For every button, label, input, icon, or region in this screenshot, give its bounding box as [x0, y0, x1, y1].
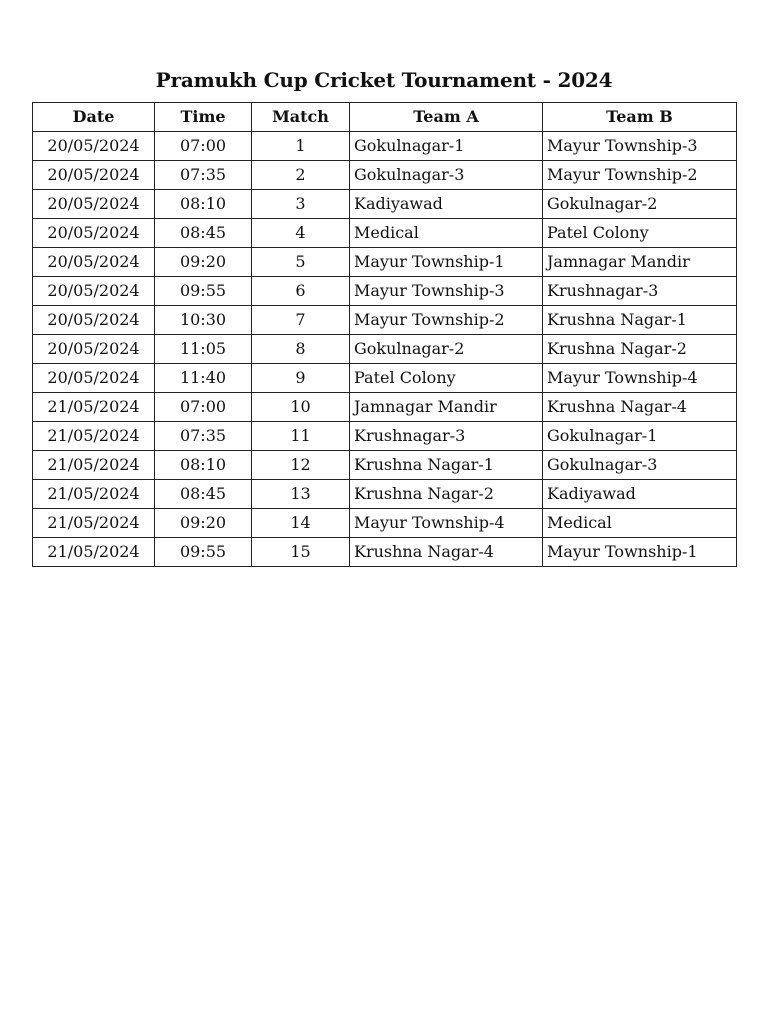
cell-team-b: Mayur Township-3 — [543, 132, 737, 161]
cell-time: 07:35 — [155, 161, 252, 190]
cell-team-b: Mayur Township-2 — [543, 161, 737, 190]
cell-date: 20/05/2024 — [33, 132, 155, 161]
table-row — [33, 480, 737, 509]
cell-date: 21/05/2024 — [33, 451, 155, 480]
table-row — [33, 132, 737, 161]
cell-team-a: Krushnagar-3 — [350, 422, 543, 451]
schedule-table — [32, 102, 737, 567]
cell-team-b: Mayur Township-4 — [543, 364, 737, 393]
column-header-match: Match — [252, 103, 350, 132]
column-header-team-a: Team A — [350, 103, 543, 132]
cell-team-b: Krushna Nagar-1 — [543, 306, 737, 335]
cell-team-b: Krushna Nagar-2 — [543, 335, 737, 364]
cell-date: 20/05/2024 — [33, 219, 155, 248]
table-row — [33, 306, 737, 335]
cell-team-b: Medical — [543, 509, 737, 538]
cell-match: 2 — [252, 161, 350, 190]
cell-date: 20/05/2024 — [33, 190, 155, 219]
cell-time: 08:10 — [155, 451, 252, 480]
cell-team-b: Jamnagar Mandir — [543, 248, 737, 277]
cell-match: 14 — [252, 509, 350, 538]
cell-date: 21/05/2024 — [33, 393, 155, 422]
cell-date: 20/05/2024 — [33, 306, 155, 335]
cell-team-b: Gokulnagar-2 — [543, 190, 737, 219]
cell-time: 09:55 — [155, 538, 252, 567]
cell-match: 4 — [252, 219, 350, 248]
cell-team-b: Patel Colony — [543, 219, 737, 248]
cell-date: 21/05/2024 — [33, 538, 155, 567]
cell-team-a: Krushna Nagar-1 — [350, 451, 543, 480]
table-row — [33, 509, 737, 538]
cell-time: 10:30 — [155, 306, 252, 335]
cell-time: 09:20 — [155, 248, 252, 277]
cell-date: 20/05/2024 — [33, 248, 155, 277]
cell-team-a: Medical — [350, 219, 543, 248]
cell-team-a: Jamnagar Mandir — [350, 393, 543, 422]
cell-team-a: Krushna Nagar-2 — [350, 480, 543, 509]
cell-time: 07:35 — [155, 422, 252, 451]
cell-date: 21/05/2024 — [33, 422, 155, 451]
cell-team-a: Gokulnagar-1 — [350, 132, 543, 161]
column-header-time: Time — [155, 103, 252, 132]
page-title: Pramukh Cup Cricket Tournament - 2024 — [155, 68, 613, 92]
cell-team-a: Patel Colony — [350, 364, 543, 393]
cell-date: 20/05/2024 — [33, 335, 155, 364]
cell-time: 08:45 — [155, 480, 252, 509]
cell-match: 12 — [252, 451, 350, 480]
table-body — [33, 132, 737, 567]
cell-team-a: Kadiyawad — [350, 190, 543, 219]
cell-team-a: Mayur Township-4 — [350, 509, 543, 538]
cell-time: 09:55 — [155, 277, 252, 306]
cell-match: 6 — [252, 277, 350, 306]
cell-match: 5 — [252, 248, 350, 277]
cell-team-b: Mayur Township-1 — [543, 538, 737, 567]
header-row — [33, 103, 737, 132]
cell-time: 07:00 — [155, 393, 252, 422]
cell-team-a: Gokulnagar-3 — [350, 161, 543, 190]
cell-team-b: Gokulnagar-3 — [543, 451, 737, 480]
table-row — [33, 248, 737, 277]
cell-match: 8 — [252, 335, 350, 364]
cell-date: 20/05/2024 — [33, 364, 155, 393]
cell-date: 21/05/2024 — [33, 480, 155, 509]
cell-match: 7 — [252, 306, 350, 335]
cell-time: 09:20 — [155, 509, 252, 538]
cell-team-a: Gokulnagar-2 — [350, 335, 543, 364]
cell-match: 1 — [252, 132, 350, 161]
column-header-team-b: Team B — [543, 103, 737, 132]
cell-time: 08:45 — [155, 219, 252, 248]
cell-match: 15 — [252, 538, 350, 567]
table-row — [33, 364, 737, 393]
cell-team-b: Gokulnagar-1 — [543, 422, 737, 451]
cell-date: 20/05/2024 — [33, 277, 155, 306]
cell-time: 11:05 — [155, 335, 252, 364]
cell-date: 20/05/2024 — [33, 161, 155, 190]
table-row — [33, 335, 737, 364]
cell-team-a: Mayur Township-1 — [350, 248, 543, 277]
cell-team-a: Krushna Nagar-4 — [350, 538, 543, 567]
table-row — [33, 219, 737, 248]
cell-match: 9 — [252, 364, 350, 393]
table-row — [33, 422, 737, 451]
cell-date: 21/05/2024 — [33, 509, 155, 538]
cell-match: 11 — [252, 422, 350, 451]
table-row — [33, 161, 737, 190]
table-row — [33, 393, 737, 422]
table-row — [33, 277, 737, 306]
cell-team-b: Krushna Nagar-4 — [543, 393, 737, 422]
cell-match: 3 — [252, 190, 350, 219]
cell-team-b: Krushnagar-3 — [543, 277, 737, 306]
cell-team-a: Mayur Township-2 — [350, 306, 543, 335]
cell-team-b: Kadiyawad — [543, 480, 737, 509]
cell-time: 07:00 — [155, 132, 252, 161]
table-header — [33, 103, 737, 132]
column-header-date: Date — [33, 103, 155, 132]
cell-match: 13 — [252, 480, 350, 509]
cell-time: 11:40 — [155, 364, 252, 393]
cell-time: 08:10 — [155, 190, 252, 219]
cell-team-a: Mayur Township-3 — [350, 277, 543, 306]
table-row — [33, 190, 737, 219]
table-row — [33, 538, 737, 567]
table-row — [33, 451, 737, 480]
cell-match: 10 — [252, 393, 350, 422]
